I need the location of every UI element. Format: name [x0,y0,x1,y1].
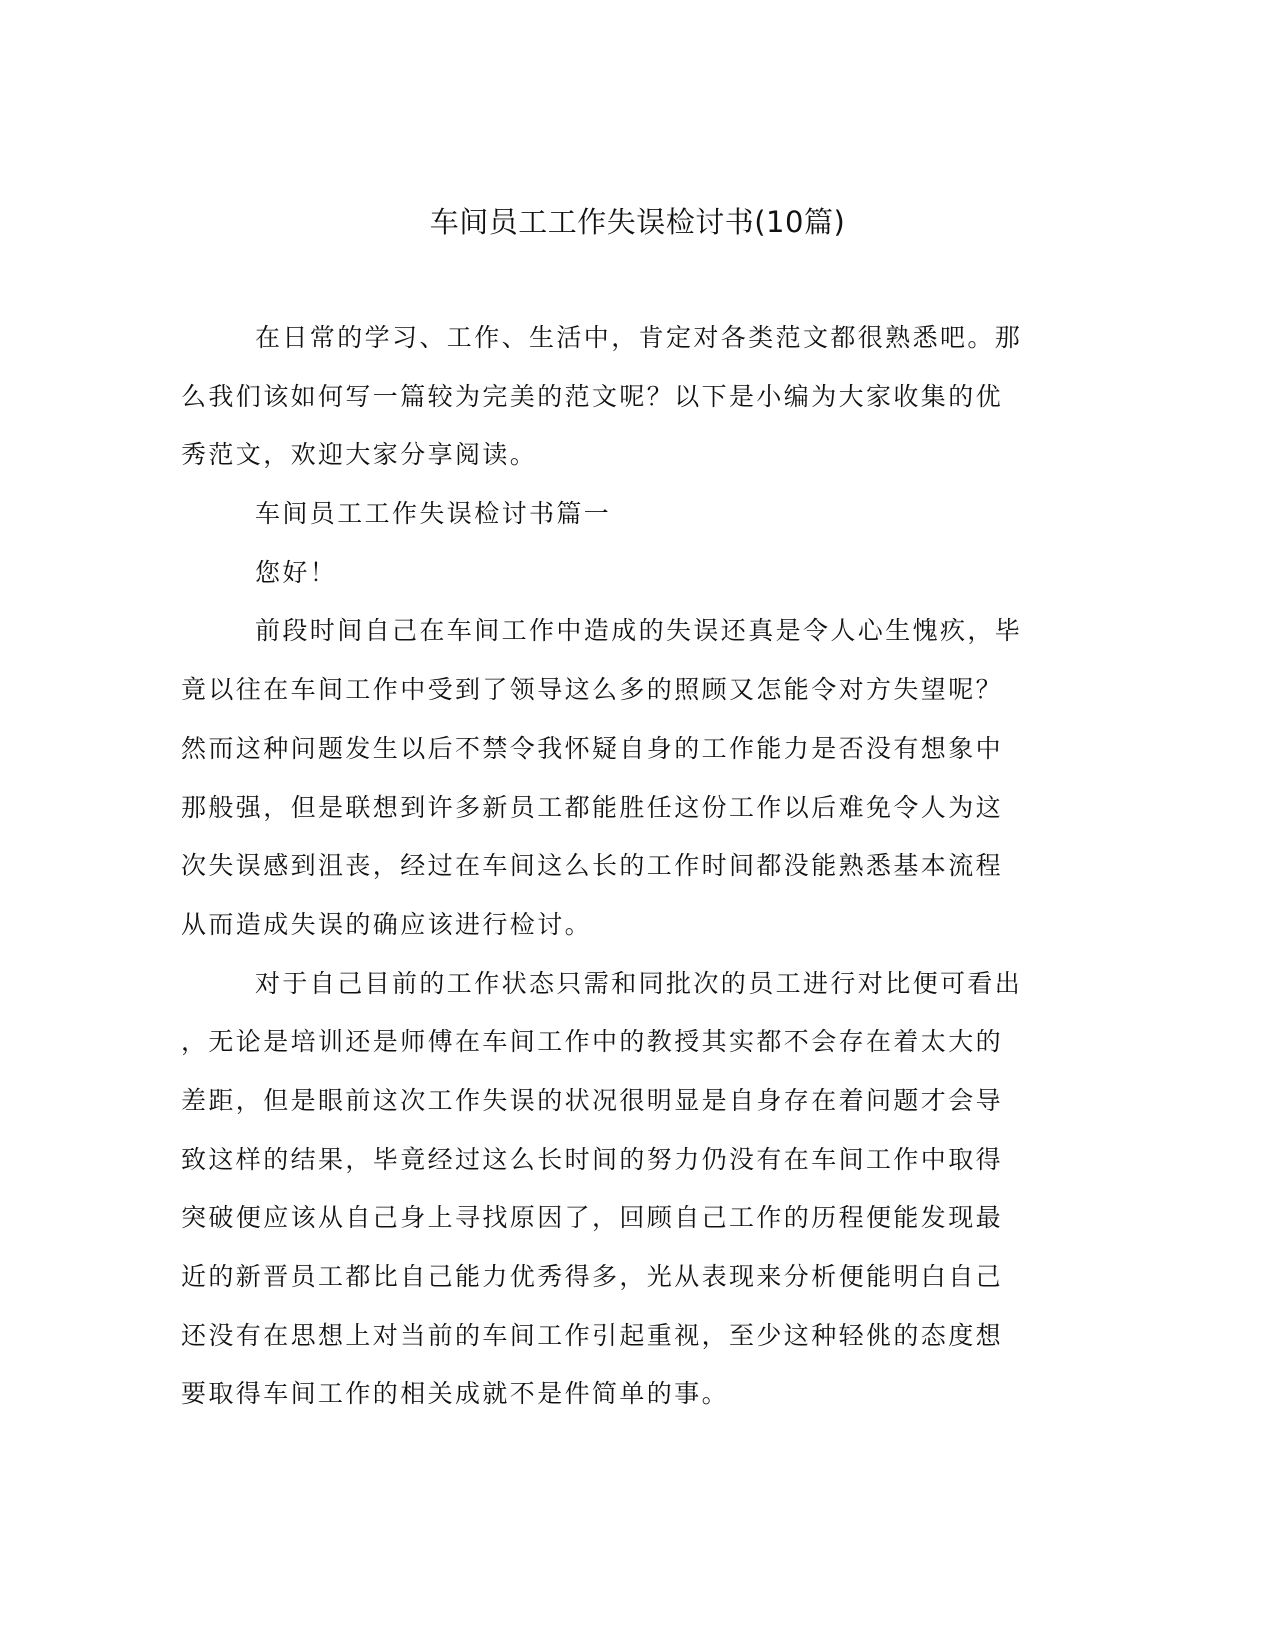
text-line: 突破便应该从自己身上寻找原因了，回顾自己工作的历程便能发现最 [181,1203,1004,1233]
text-line: ，无论是培训还是师傅在车间工作中的教授其实都不会存在着太大的 [181,1027,1004,1057]
text-line: 秀范文，欢迎大家分享阅读。 [181,440,538,470]
text-line: 次失误感到沮丧，经过在车间这么长的工作时间都没能熟悉基本流程 [181,851,1004,881]
intro-paragraph [181,309,1061,485]
greeting: 您好！ [255,557,338,587]
text-line: 在日常的学习、工作、生活中，肯定对各类范文都很熟悉吧。那 [255,323,1023,352]
text-line: 竟以往在车间工作中受到了领导这么多的照顾又怎能令对方失望呢？ [181,675,1004,705]
text-line: 那般强，但是联想到许多新员工都能胜任这份工作以后难免令人为这 [181,792,1004,822]
text-line: 从而造成失误的确应该进行检讨。 [181,909,593,939]
paragraph-1 [181,602,1061,954]
document-body [181,309,1061,1424]
text-line: 对于自己目前的工作状态只需和同批次的员工进行对比便可看出 [255,968,1023,998]
text-line: 么我们该如何写一篇较为完美的范文呢？以下是小编为大家收集的优 [181,381,1004,411]
text-line: 然而这种问题发生以后不禁令我怀疑自身的工作能力是否没有想象中 [181,733,1004,763]
text-line: 要取得车间工作的相关成就不是件简单的事。 [181,1379,730,1409]
text-line: 还没有在思想上对当前的车间工作引起重视，至少这种轻佻的态度想 [181,1320,1004,1350]
text-line: 致这样的结果，毕竟经过这么长时间的努力仍没有在车间工作中取得 [181,1144,1004,1174]
text-line: 差距，但是眼前这次工作失误的状况很明显是自身存在着问题才会导 [181,1085,1004,1115]
paragraph-2 [181,955,1061,1425]
text-line: 近的新晋员工都比自己能力优秀得多，光从表现来分析便能明白自己 [181,1262,1004,1291]
document-title: 车间员工工作失误检讨书(10篇) [429,205,846,239]
section-heading: 车间员工工作失误检讨书篇一 [255,499,612,529]
text-line: 前段时间自己在车间工作中造成的失误还真是令人心生愧疚，毕 [255,616,1023,646]
